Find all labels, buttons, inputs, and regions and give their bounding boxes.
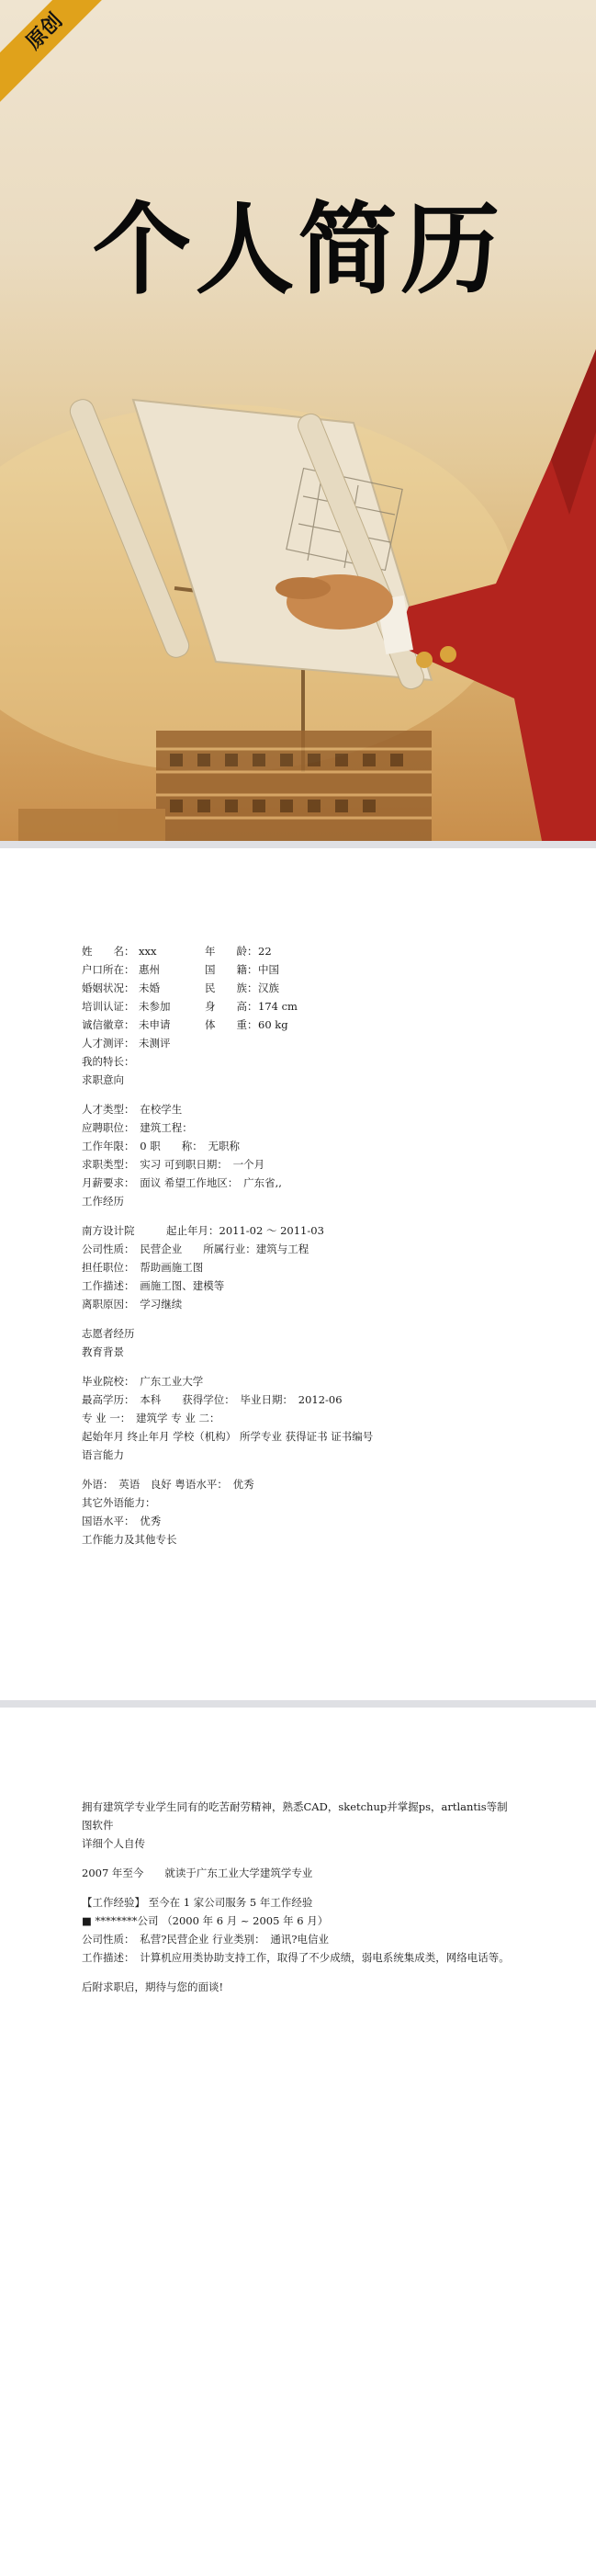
experience-desc: 工作描述： 画施工图、建模等 xyxy=(82,1279,225,1292)
specialty-row: 我的特长： xyxy=(82,1055,135,1068)
closing-line: 后附求职启，期待与您的面谈! xyxy=(82,1980,224,1993)
info-row: 婚姻状况： 未婚 民 族：汉族 xyxy=(82,982,279,994)
info-row: 培训认证： 未参加 身 高：174 cm xyxy=(82,1000,298,1013)
experience-title: 【工作经验】 至今在 1 家公司服务 5 年工作经验 xyxy=(82,1896,313,1909)
company-nature: 公司性质： 私营?民营企业 行业类别： 通讯?电信业 xyxy=(82,1933,329,1946)
intention-salary: 月薪要求： 面议 希望工作地区： 广东省,, xyxy=(82,1176,282,1189)
education-major: 专 业 一： 建筑学 专 业 二： xyxy=(82,1412,220,1424)
info-row: 户口所在： 惠州 国 籍：中国 xyxy=(82,963,279,976)
info-row: 姓 名： xxx 年 龄：22 xyxy=(82,945,272,958)
resume-details xyxy=(82,942,559,1549)
cover-photo xyxy=(0,0,596,841)
language-other: 其它外语能力： xyxy=(82,1496,156,1509)
self-heading: 详细个人自传 xyxy=(82,1837,145,1850)
intention-heading: 求职意向 xyxy=(82,1073,124,1086)
education-section xyxy=(82,1372,559,1464)
experience-role: 担任职位： 帮助画施工图 xyxy=(82,1261,204,1274)
education-school: 毕业院校： 广东工业大学 xyxy=(82,1375,204,1388)
language-mandarin: 国语水平： 优秀 xyxy=(82,1515,162,1527)
work-experience xyxy=(82,1221,559,1313)
basic-info xyxy=(82,942,559,1089)
original-badge: 原创 xyxy=(0,0,119,107)
volunteer-heading: 志愿者经历 xyxy=(82,1327,135,1340)
skills-heading: 工作能力及其他专长 xyxy=(82,1533,177,1546)
education-line: 2007 年至今 就读于广东工业大学建筑学专业 xyxy=(82,1867,313,1879)
skills-text: 拥有建筑学专业学生同有的吃苦耐劳精神，熟悉CAD，sketchup并掌握ps，artlantis等制图软件 xyxy=(82,1800,508,1832)
education-degree: 最高学历： 本科 获得学位： 毕业日期： 2012-06 xyxy=(82,1393,343,1406)
language-foreign: 外语： 英语 良好 粤语水平： 优秀 xyxy=(82,1478,254,1491)
language-heading: 语言能力 xyxy=(82,1448,124,1461)
company-line: ■ ********公司 （2000 年 6 月 ~ 2005 年 6 月） xyxy=(82,1914,329,1927)
self-description xyxy=(82,1798,513,1996)
info-row: 诚信徽章： 未申请 体 重：60 kg xyxy=(82,1018,288,1031)
resume-page-3 xyxy=(0,1708,596,2576)
experience-company: 南方设计院 起止年月：2011-02 ～ 2011-03 xyxy=(82,1224,324,1237)
volunteer-section xyxy=(82,1324,559,1361)
work-description: 工作描述： 计算机应用类协助支持工作，取得了不少成绩，弱电系统集成类，网络电话等。 xyxy=(82,1951,510,1964)
assessment-row: 人才测评： 未测评 xyxy=(82,1037,171,1050)
job-intention xyxy=(82,1100,559,1210)
intention-type: 人才类型： 在校学生 xyxy=(82,1103,183,1116)
intention-position: 应聘职位： 建筑工程： xyxy=(82,1121,193,1134)
language-section xyxy=(82,1475,559,1549)
cover-title: 个人简历 xyxy=(92,193,504,308)
intention-years: 工作年限： 0 职 称： 无职称 xyxy=(82,1140,240,1152)
cover-page xyxy=(0,0,596,841)
experience-reason: 离职原因： 学习继续 xyxy=(82,1298,183,1311)
resume-page-2 xyxy=(0,848,596,1700)
experience-nature: 公司性质： 民营企业 所属行业：建筑与工程 xyxy=(82,1243,309,1255)
intention-job-type: 求职类型： 实习 可到职日期： 一个月 xyxy=(82,1158,265,1171)
education-columns: 起始年月 终止年月 学校（机构） 所学专业 获得证书 证书编号 xyxy=(82,1430,374,1443)
experience-heading: 工作经历 xyxy=(82,1195,124,1208)
education-heading: 教育背景 xyxy=(82,1345,124,1358)
